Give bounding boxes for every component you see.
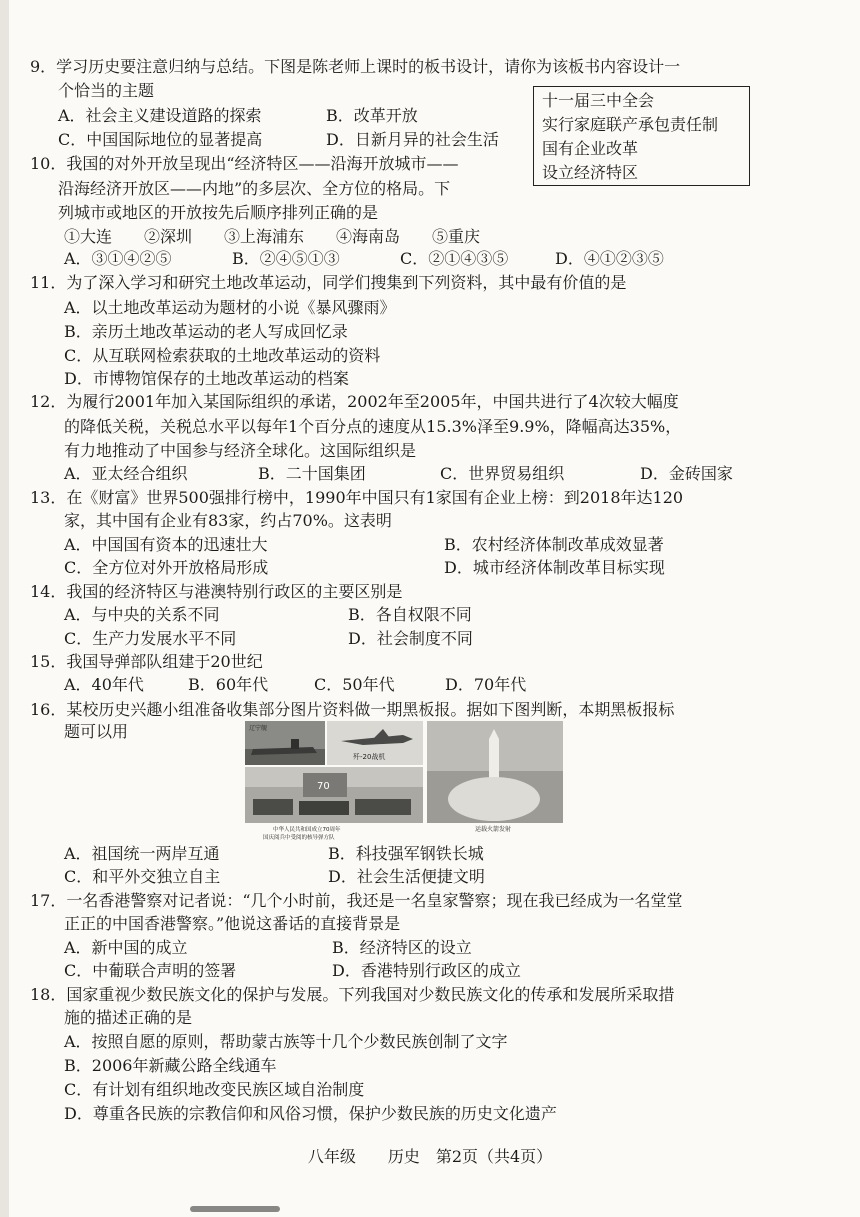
q9-option-d: D．日新月异的社会生活 (326, 130, 499, 149)
q9-option-a: A．社会主义建设道路的探索 (58, 106, 262, 125)
caption-rocket: 运载火箭发射 (475, 826, 512, 833)
q18-option-a: A．按照自愿的原则，帮助蒙古族等十几个少数民族创制了文字 (64, 1032, 508, 1051)
q14-option-c: C．生产力发展水平不同 (64, 629, 237, 648)
q17-stem-line1: 17．一名香港警察对记者说：“几个小时前，我还是一名皇家警察；现在我已经成为一名堂堂 (30, 891, 683, 910)
q17-option-d: D．香港特别行政区的成立 (332, 961, 521, 980)
q18-stem-line1: 18．国家重视少数民族文化的保护与发展。下列我国对少数民族文化的传承和发展所采取措 (30, 985, 675, 1004)
q12-stem-line3: 有力地推动了中国参与经济全球化。这国际组织是 (64, 441, 417, 460)
q11-option-d: D．市博物馆保存的土地改革运动的档案 (64, 369, 349, 388)
q18-option-c: C．有计划有组织地改变民族区域自治制度 (64, 1080, 365, 1099)
q14-option-d: D．社会制度不同 (348, 629, 473, 648)
q12-stem-line2: 的降低关税，关税总水平以每年1个百分点的速度从15.3%泽至9.9%，降幅高达35%， (64, 417, 682, 436)
q17-option-b: B．经济特区的设立 (332, 938, 472, 957)
q17-option-a: A．新中国的成立 (64, 938, 188, 957)
aircraft-carrier-photo (245, 721, 325, 765)
q16-stem-line1: 16．某校历史兴趣小组准备收集部分图片资料做一期黑板报。据如下图判断，本期黑板报标 (30, 700, 675, 719)
caption-fighter: 歼-20战机 (353, 753, 386, 761)
q18-stem-line2: 施的描述正确的是 (64, 1008, 193, 1027)
q16-stem-line2: 题可以用 (64, 722, 129, 741)
q15-stem: 15．我国导弹部队组建于20世纪 (30, 652, 263, 671)
q10-items: ①大连 ②深圳 ③上海浦东 ④海南岛 ⑤重庆 (64, 227, 481, 246)
page-footer: 八年级 历史 第2页（共4页） (307, 1147, 553, 1166)
scan-edge (0, 0, 9, 1217)
q11-stem: 11．为了深入学习和研究土地改革运动，同学们搜集到下列资料，其中最有价值的是 (30, 273, 627, 292)
photo-collage (243, 719, 565, 843)
q9-stem-line2: 个恰当的主题 (58, 81, 155, 100)
q12-option-d: D．金砖国家 (640, 464, 733, 483)
q15-option-a: A．40年代 (64, 675, 144, 694)
q17-option-c: C．中葡联合声明的签署 (64, 961, 237, 980)
blackboard-box (533, 86, 750, 186)
q13-stem-line2: 家，其中国有企业有83家，约占70%。这表明 (64, 511, 392, 530)
q10-option-a: A．③①④②⑤ (64, 249, 172, 268)
board-line: 设立经济特区 (542, 163, 639, 182)
q13-option-b: B．农村经济体制改革成效显著 (444, 535, 664, 554)
q18-option-d: D．尊重各民族的宗教信仰和风俗习惯，保护少数民族的历史文化遗产 (64, 1104, 557, 1123)
q11-option-c: C．从互联网检索获取的土地改革运动的资料 (64, 346, 381, 365)
q14-option-b: B．各自权限不同 (348, 605, 472, 624)
fighter-jet-photo (327, 721, 423, 765)
q13-option-d: D．城市经济体制改革目标实现 (444, 558, 665, 577)
q13-option-a: A．中国国有资本的迅速壮大 (64, 535, 268, 554)
q9-option-c: C．中国国际地位的显著提高 (58, 130, 263, 149)
board-line: 十一届三中全会 (542, 91, 655, 110)
q12-option-c: C．世界贸易组织 (440, 464, 565, 483)
q15-option-b: B．60年代 (188, 675, 269, 694)
board-line: 国有企业改革 (542, 139, 639, 158)
q10-stem-line1: 10．我国的对外开放呈现出“经济特区——沿海开放城市—— (30, 154, 459, 173)
q9-option-b: B．改革开放 (326, 106, 418, 125)
q10-option-c: C．②①④③⑤ (400, 249, 509, 268)
q10-option-d: D．④①②③⑤ (555, 249, 664, 268)
q14-stem: 14．我国的经济特区与港澳特别行政区的主要区别是 (30, 582, 403, 601)
caption-parade-1: 中华人民共和国成立70周年 (273, 827, 341, 833)
q12-stem-line1: 12．为履行2001年加入某国际组织的承诺，2002年至2005年，中国共进行了4次较大幅度 (30, 392, 679, 411)
q18-option-b: B．2006年新藏公路全线通车 (64, 1056, 277, 1075)
rocket-launch-photo (427, 721, 563, 833)
q16-option-b: B．科技强军钢铁长城 (328, 844, 484, 863)
svg-text:70: 70 (317, 781, 330, 792)
q13-stem-line1: 13．在《财富》世界500强排行榜中，1990年中国只有1家国有企业上榜：到2018年达120 (30, 488, 684, 507)
q9-stem-line1: 9．学习历史要注意归纳与总结。下图是陈老师上课时的板书设计，请你为该板书内容设计一 (30, 57, 681, 76)
q16-option-d: D．社会生活便捷文明 (328, 867, 485, 886)
q17-stem-line2: 正正的中国香港警察。”他说这番话的直接背景是 (64, 914, 401, 933)
scan-smudge (190, 1206, 280, 1212)
q13-option-c: C．全方位对外开放格局形成 (64, 558, 269, 577)
q11-option-b: B．亲历土地改革运动的老人写成回忆录 (64, 322, 348, 341)
q15-option-d: D．70年代 (445, 675, 527, 694)
caption-carrier: 辽宁舰 (249, 725, 268, 732)
q12-option-b: B．二十国集团 (258, 464, 366, 483)
q16-option-c: C．和平外交独立自主 (64, 867, 221, 886)
q10-stem-line2: 沿海经济开放区——内地”的多层次、全方位的格局。下 (58, 179, 451, 198)
q11-option-a: A．以土地改革运动为题材的小说《暴风骤雨》 (64, 298, 396, 317)
q16-option-a: A．祖国统一两岸互通 (64, 844, 220, 863)
q10-stem-line3: 列城市或地区的开放按先后顺序排列正确的是 (58, 203, 379, 222)
caption-parade-2: 国庆阅兵中受阅的核导弹方队 (263, 835, 335, 841)
q14-option-a: A．与中央的关系不同 (64, 605, 220, 624)
board-line: 实行家庭联产承包责任制 (542, 115, 719, 134)
q12-option-a: A．亚太经合组织 (64, 464, 188, 483)
q10-option-b: B．②④⑤①③ (232, 249, 340, 268)
q15-option-c: C．50年代 (314, 675, 395, 694)
